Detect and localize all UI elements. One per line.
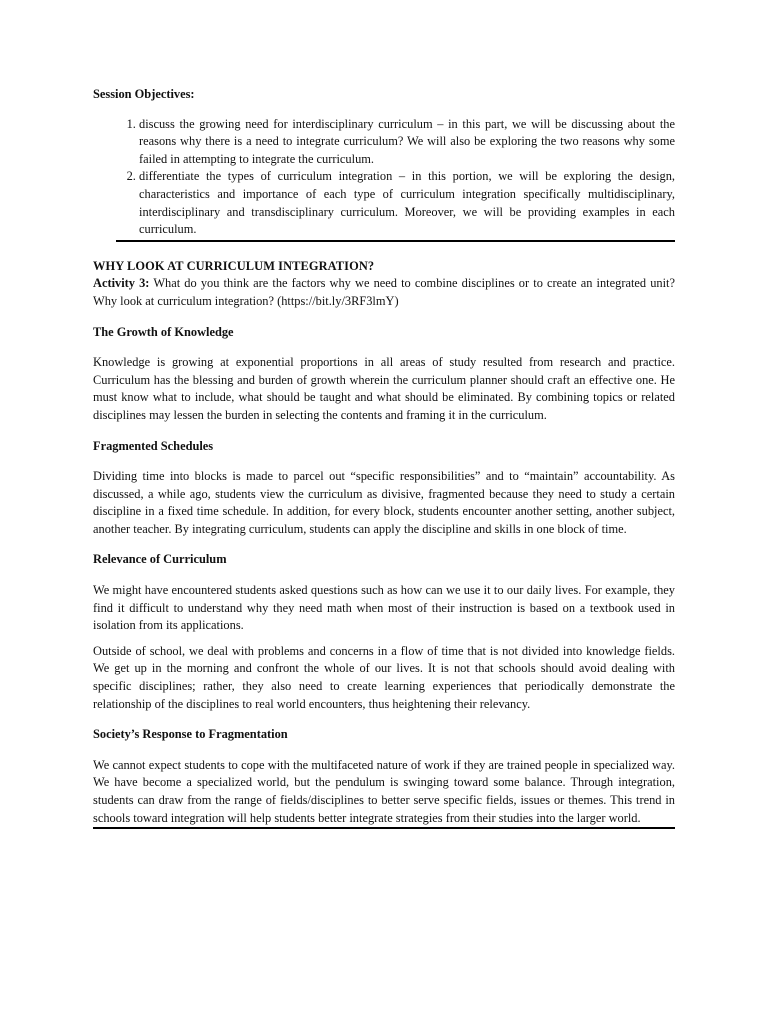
society-heading: Society’s Response to Fragmentation [93,727,288,742]
fragmented-paragraph: Dividing time into blocks is made to parcel out “specific responsibilities” and to “maintain” accountability. As discussed, a while ago, students view the curriculum as divisive, fragmented because they need to study a certain discipline in a fixed time schedule. In addition, for every block, students encounter another setting, another subject, another teacher. By integrating curriculum, students can apply the discipline and skills in one block of time. [93,469,675,536]
objective-item-1: 1. discuss the growing need for interdisciplinary curriculum – in this part, we will be discussing about the reasons why there is a need to integrate curriculum? We will also be exploring the two reasons why some failed in attempting to integrate the curriculum. [139,116,675,169]
activity-label: Activity 3: [93,276,150,291]
relevance-heading: Relevance of Curriculum [93,552,227,567]
activity-paragraph [93,275,675,310]
relevance-paragraph-1: We might have encountered students asked questions such as how can we use it to our daily lives. For example, they find it difficult to understand why they need math when most of their instruction is based on a textbook used in isolation from its applications. [93,583,675,633]
horizontal-rule-bottom [93,827,675,829]
horizontal-rule-top [116,240,675,242]
activity-text: What do you think are the factors why we need to combine disciplines or to create an integrated unit? Why look at curriculum integration? (https://bit.ly/3RF3lmY) [93,276,675,308]
objectives-list [93,116,675,239]
society-paragraph: We cannot expect students to cope with the multifaceted nature of work if they are trained people in specialized way. We have become a specialized world, but the pendulum is swinging toward some balance. Through integration, students can draw from the range of fields/disciplines to better serve specific fields, issues or themes. This trend in schools toward integration will help students better integrate strategies from their studies into the larger world. [93,757,675,825]
objective-item-2: 2. differentiate the types of curriculum integration – in this portion, we will be exploring the design, characteristics and importance of each type of curriculum integration specifically multidisciplinary, interdisciplinary and transdisciplinary curriculum. Moreover, we will be providing examples in each curriculum. [139,168,675,238]
session-objectives-title: Session Objectives: [93,87,195,101]
growth-heading: The Growth of Knowledge [93,324,234,339]
growth-paragraph: Knowledge is growing at exponential proportions in all areas of study resulted from research and practice. Curriculum has the blessing and burden of growth wherein the curriculum planner should craft an effective one. He must know what to include, what should be taught and what should be eliminated. By combining topics or related disciplines may lessen the burden in selecting the contents and framing it in the curriculum. [93,355,675,422]
fragmented-heading: Fragmented Schedules [93,438,214,453]
main-section-heading: WHY LOOK AT CURRICULUM INTEGRATION? [93,258,375,273]
relevance-paragraph-2: Outside of school, we deal with problems and concerns in a flow of time that is not divided into knowledge fields. We get up in the morning and confront the whole of our lives. It is not that schools should avoid dealing with specific disciplines; rather, they also need to create learning experiences that periodically demonstrate the relationship of the disciplines to real world encounters, thus heightening their relevancy. [93,643,675,711]
document-page [93,86,675,829]
